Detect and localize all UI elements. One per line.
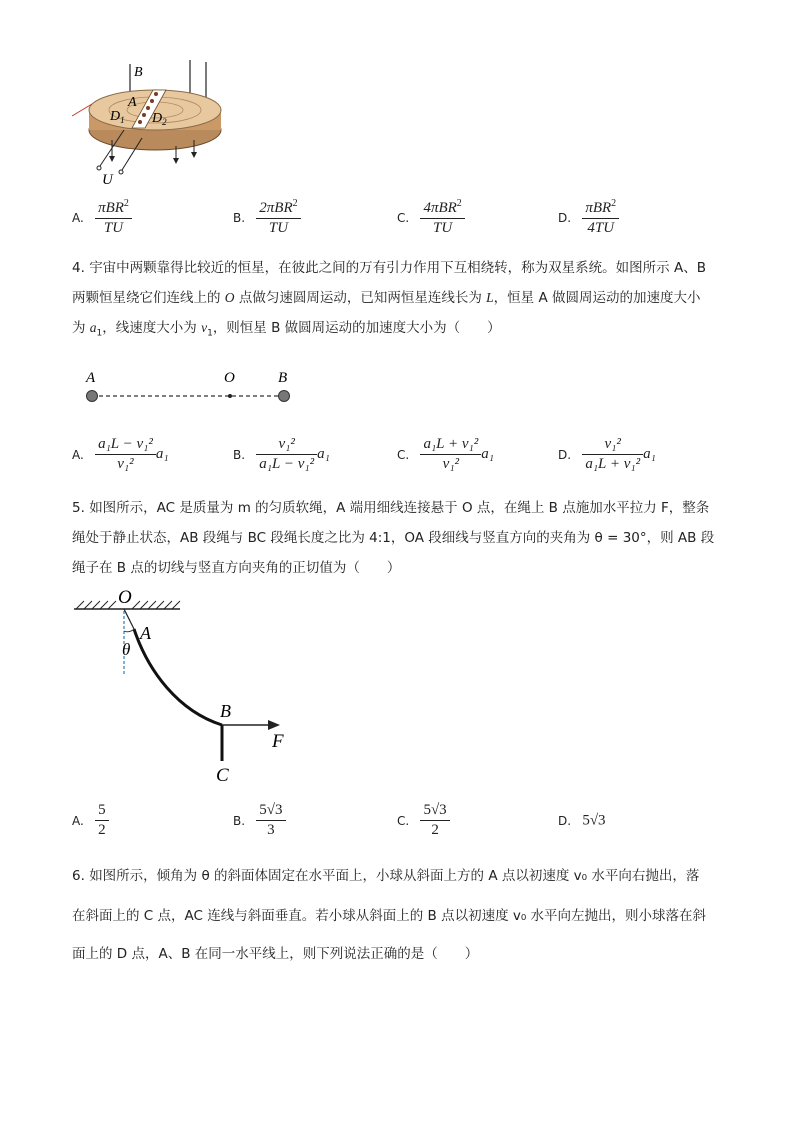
label-D1: D bbox=[110, 109, 121, 124]
label-B: B bbox=[134, 65, 143, 80]
label-theta: θ bbox=[122, 640, 131, 659]
label-star-B: B bbox=[278, 370, 288, 386]
label-C: C bbox=[216, 765, 229, 785]
q5-option-d[interactable]: D. 5√3 bbox=[558, 812, 606, 829]
q3-option-c[interactable]: C. $\frac{4\pi BR^2}{TU}$ bbox=[397, 198, 465, 237]
q4-stem-line2: 两颗恒星绕它们连线上的 O 点做匀速圆周运动，已知两恒星连线长为 L，恒星 A 做圆周运动的加速度大小 bbox=[72, 290, 701, 306]
label-U: U bbox=[102, 172, 113, 188]
rope-figure bbox=[70, 585, 310, 785]
q6-stem-line2: 在斜面上的 C 点，AC 连线与斜面垂直。若小球从斜面上的 B 点以初速度 v₀ 水平向左抛出，则小球落在斜 bbox=[72, 908, 707, 924]
q4-option-d[interactable]: D. $\frac{\text{v₁²}}{\text{a₁L + v₁²}}$ a₁ bbox=[558, 436, 656, 472]
label-F: F bbox=[272, 731, 284, 752]
q5-stem-line3: 绳子在 B 点的切线与竖直方向夹角的正切值为（ ） bbox=[72, 560, 401, 576]
svg-text:D1: $D_1$ bbox=[110, 109, 125, 125]
q4-option-b[interactable]: B. $\frac{\text{v₁²}}{\text{a₁L − v₁²}}$ a₁ bbox=[233, 436, 330, 472]
q4-option-c[interactable]: C. $\frac{\text{a₁L + v₁²}}{\text{v₁²}}$ a₁ bbox=[397, 436, 494, 472]
q6-stem-line1: 6. 如图所示，倾角为 θ 的斜面体固定在水平面上，小球从斜面上方的 A 点以初速度 v₀ 水平向右抛出，落 bbox=[72, 868, 700, 884]
q4-stem-line1: 4. 宇宙中两颗靠得比较近的恒星，在彼此之间的万有引力作用下互相绕转，称为双星系统。如图所示 A、B bbox=[72, 260, 706, 276]
label-D2: D bbox=[152, 111, 163, 126]
label-A: A bbox=[140, 623, 151, 643]
label-A: A bbox=[128, 95, 137, 110]
q5-stem-line2: 绳处于静止状态，AB 段绳与 BC 段绳长度之比为 4:1，OA 段细线与竖直方向的夹角为 θ = 30°，则 AB 段 bbox=[72, 530, 715, 546]
svg-text:D2: $D_2$ bbox=[152, 111, 167, 127]
q3-option-d[interactable]: D. $\frac{\pi BR^2}{4TU}$ bbox=[558, 198, 619, 237]
cyclotron-figure bbox=[70, 58, 230, 188]
q3-option-a[interactable]: A. $\frac{\pi BR^2}{TU}$ bbox=[72, 198, 132, 237]
q6-stem-line3: 面上的 D 点，A、B 在同一水平线上，则下列说法正确的是（ ） bbox=[72, 946, 479, 962]
binary-star-figure bbox=[80, 366, 300, 406]
q5-stem-line1: 5. 如图所示，AC 是质量为 m 的匀质软绳，A 端用细线连接悬于 O 点，在绳上 B 点施加水平拉力 F，整条 bbox=[72, 500, 710, 516]
q4-stem-line3: 为 $a_1$，线速度大小为 $v_1$，则恒星 B 做圆周运动的加速度大小为（ ） bbox=[72, 320, 501, 339]
label-point-O: O bbox=[224, 370, 235, 386]
label-B: B bbox=[220, 701, 231, 721]
label-star-A: A bbox=[86, 370, 96, 386]
q5-option-a[interactable]: A. $\frac{5}{2}$ bbox=[72, 802, 109, 839]
q4-option-a[interactable]: A. $\frac{\text{a₁L − v₁²}}{\text{v₁²}}$ a₁ bbox=[72, 436, 169, 472]
q5-option-c[interactable]: C. $\frac{5√3}{2}$ bbox=[397, 802, 450, 839]
label-O: O bbox=[118, 587, 132, 608]
q5-option-b[interactable]: B. $\frac{5√3}{3}$ bbox=[233, 802, 286, 839]
q3-option-b[interactable]: B. $\frac{2\pi BR^2}{TU}$ bbox=[233, 198, 301, 237]
